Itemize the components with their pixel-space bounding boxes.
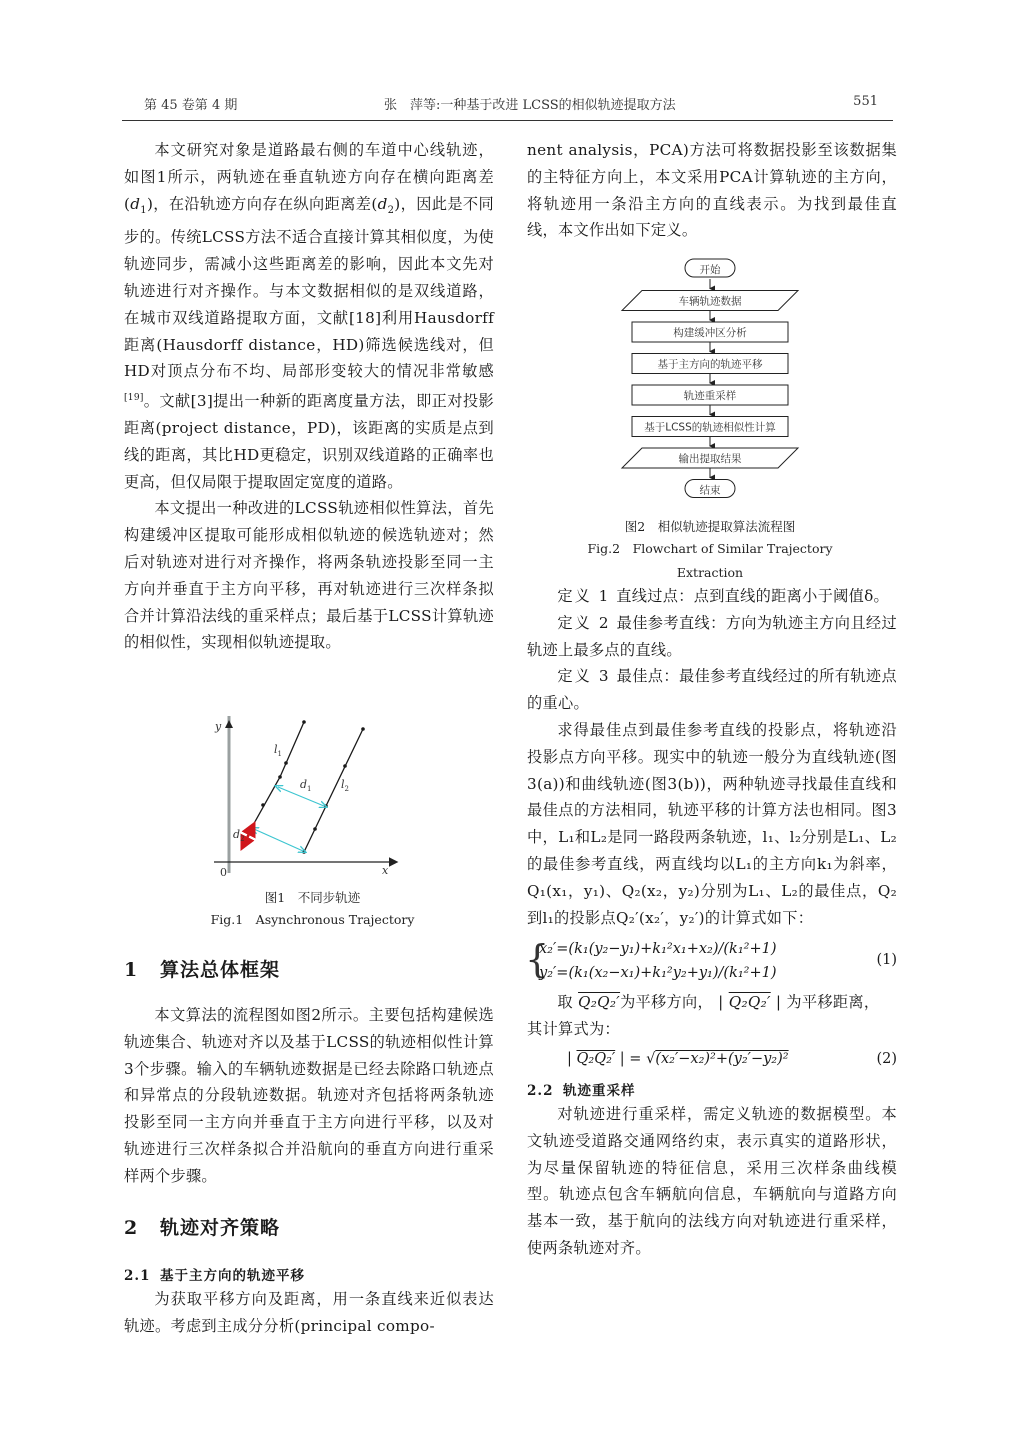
section-number: 2 — [124, 1217, 139, 1239]
subsection-2-2-heading — [527, 1079, 897, 1099]
citation-ref[interactable]: [19] — [124, 393, 144, 404]
subsection-title: 轨迹重采样 — [563, 1082, 636, 1099]
paragraph-pca: nent analysis，PCA)方法可将数据投影至该数据集的主特征方向上，本文采用PCA计算轨迹的主方向，将轨迹用一条沿主方向的直线表示。为找到最佳直线，本文作出如下定义。 — [527, 141, 897, 240]
text-run: )，在沿轨迹方向存在纵向距离差( — [146, 194, 378, 213]
d1-arrow-lower — [254, 829, 303, 851]
trajectory-point — [343, 764, 347, 768]
trajectory-point — [284, 761, 288, 765]
flowchart-node-label: 基于主方向的轨迹平移 — [657, 358, 763, 371]
flowchart-node-label: 构建缓冲区分析 — [673, 327, 747, 339]
trajectory-l2 — [304, 729, 363, 852]
journal-issue: 第 45 卷第 4 期 — [144, 98, 238, 113]
vector-q2q2: Q₂Q₂′ — [578, 993, 621, 1012]
section-number: 1 — [124, 959, 139, 981]
abs-bar: | — [770, 993, 787, 1012]
equation-1-line-1: x₂′=(k₁(y₂−y₁)+k₁²x₁+x₂)/(k₁²+1) — [539, 941, 777, 958]
label-d1: $d_1$ — [300, 778, 312, 793]
flowchart-node-label: 基于LCSS的轨迹相似性计算 — [644, 421, 776, 434]
figure-1 — [200, 708, 425, 933]
right-column — [527, 137, 897, 244]
equation-2-rhs: (x₂′−x₂)²+(y₂′−y₂)² — [655, 1050, 789, 1067]
definition-text: 直线过点：点到直线的距离小于阈值δ。 — [616, 587, 889, 605]
abs-bar: | — [713, 993, 729, 1012]
paragraph-vector — [527, 989, 897, 1043]
definitions-list — [527, 583, 897, 717]
paragraph-projection — [527, 717, 897, 931]
symbol-d2: d — [377, 194, 388, 213]
definition-1 — [527, 583, 897, 610]
section-title: 算法总体框架 — [160, 959, 281, 981]
figure-2-caption-en: Fig.2 Flowchart of Similar Trajectory Extraction — [587, 541, 833, 580]
definition-3 — [527, 663, 897, 717]
text-run: 本文研究对象是道路最右侧的车道中心线轨迹，如图1所示，两轨迹在垂直轨迹方向存在横向距离差( — [124, 141, 494, 213]
d2-arrow — [244, 828, 252, 844]
section-2 — [124, 1213, 494, 1340]
figure-1-plot — [200, 708, 425, 878]
equation-2-number: (2) — [876, 1050, 897, 1067]
flowchart-node-label: 开始 — [699, 264, 721, 276]
label-l1: $l_1$ — [274, 743, 282, 758]
subsection-title: 基于主方向的轨迹平移 — [160, 1268, 305, 1284]
section-2-heading — [124, 1213, 494, 1240]
paragraph-framework: 本文算法的流程图如图2所示。主要包括构建候选轨迹集合、轨迹对齐以及基于LCSS的轨迹相似性计算3个步骤。输入的车辆轨迹数据是已经去除路口轨迹点和异常点的分段轨迹数据。轨迹对齐包括将两条轨迹投影至同一主方向并垂直于主方向进行平移，以及对轨迹进行三次样条拟合并沿航向的垂直方向进行重采样两个步骤。 — [124, 1006, 494, 1185]
equation-1-number: (1) — [876, 952, 897, 969]
subsection-number: 2.2 — [527, 1082, 554, 1099]
figure-2-flowchart — [560, 255, 860, 505]
y-axis-arrow-icon — [225, 720, 233, 728]
vector-q2q2: Q₂Q₂′ — [728, 993, 771, 1012]
text-run: 为平移距离， — [786, 993, 880, 1012]
trajectory-point — [324, 804, 328, 808]
equation-1 — [527, 935, 897, 987]
flowchart-node-label: 车辆轨迹数据 — [678, 295, 742, 308]
figure-2 — [560, 255, 860, 580]
definition-text: 最佳点：最佳参考直线经过的所有轨迹点的重心。 — [527, 667, 897, 713]
header-rule — [122, 120, 893, 121]
trajectory-l1 — [252, 722, 304, 827]
section-1 — [124, 955, 494, 1190]
paragraph-proposal: 本文提出一种改进的LCSS轨迹相似性算法，首先构建缓冲区提取可能形成相似轨迹的候选轨迹对；然后对轨迹对进行对齐操作，将两条轨迹投影至同一主方向并垂直于主方向平移，再对轨迹进行三次样条拟合并计算沿法线的重采样点；最后基于LCSS计算轨迹的相似性，实现相似轨迹提取。 — [124, 499, 494, 652]
trajectory-point — [261, 803, 265, 807]
y-axis-label: y — [215, 720, 222, 733]
trajectory-point — [302, 720, 306, 724]
x-axis-label: x — [382, 864, 389, 877]
figure-1-caption-en: Fig.1 Asynchronous Trajectory — [210, 912, 415, 927]
text-run: 其计算式为： — [527, 1020, 620, 1039]
symbol-d1: d — [130, 194, 141, 213]
subsection-number: 2.1 — [124, 1268, 151, 1284]
equation-2-lhs: | Q₂Q₂′ | = √(x₂′−x₂)²+(y₂′−y₂)² — [567, 1050, 789, 1067]
text-run: 为平移方向， — [620, 993, 713, 1012]
section-1-heading — [124, 955, 494, 982]
text-run: 求得最佳点到最佳参考直线的投影点，将轨迹沿投影点方向平移。现实中的轨迹一般分为直线轨迹(图3(a))和曲线轨迹(图3(b))，两种轨迹寻找最佳直线和最佳点的方法相同，轨迹平移的计算方法也相同。图3中， — [527, 720, 897, 847]
brace-icon: { — [525, 937, 550, 982]
running-title: 张 萍等:一种基于改进 LCSS的相似轨迹提取方法 — [384, 98, 676, 113]
equation-2 — [527, 1045, 897, 1075]
text-run: 。文献[3]提出一种新的距离度量方法，即正对投影距离(project distance，PD)，该距离的实质是点到线的距离，其比HD更稳定，识别双线道路的正确率也更高，但仅局限于提取固定宽度的道路。 — [124, 392, 494, 491]
label-l2: $l_2$ — [341, 778, 349, 793]
paragraph-resampling: 对轨迹进行重采样，需定义轨迹的数据模型。本文轨迹受道路交通网络约束，表示真实的道路形状，为尽量保留轨迹的特征信息，采用三次样条曲线模型。轨迹点包含车辆航向信息，车辆航向与道路方向基本一致，基于航向的法线方向对轨迹进行重采样，使两条轨迹对齐。 — [527, 1104, 897, 1257]
text-run: L₁和L₂是同一路段两条轨迹，l₁、l₂分别是L₁、L₂的最佳参考直线，两直线均以L₁的主方向k₁为斜率，Q₁(x₁，y₁)、Q₂(x₂，y₂)分别为L₁、L₂的最佳点，Q₂到l₁的投影点Q₂′(x₂′，y₂′)的计算式如下： — [527, 828, 897, 927]
right-column-body — [527, 583, 897, 1262]
figure-2-caption-cn: 图2 相似轨迹提取算法流程图 — [624, 519, 796, 534]
text-run: 取 — [557, 993, 573, 1012]
definition-label: 定义 2 — [557, 613, 611, 632]
paragraph-intro — [124, 137, 494, 495]
definition-label: 定义 3 — [557, 667, 611, 686]
definition-text: 最佳参考直线：方向为轨迹主方向且经过轨迹上最多点的直线。 — [527, 613, 897, 659]
trajectory-point — [361, 727, 365, 731]
section-title: 轨迹对齐策略 — [160, 1217, 281, 1239]
origin-label: 0 — [220, 866, 227, 878]
paragraph-translation: 为获取平移方向及距离，用一条直线来近似表达轨迹。考虑到主成分分析(principal compo- — [124, 1290, 494, 1335]
label-d2: $d_2$ — [233, 828, 245, 843]
subscript: 2 — [387, 204, 395, 216]
definition-label: 定义 1 — [557, 587, 611, 605]
subscript: 1 — [140, 204, 147, 216]
left-column — [124, 137, 494, 656]
running-header — [122, 92, 892, 116]
trajectory-point — [313, 827, 317, 831]
text-run: )，因此是不同步的。传统LCSS方法不适合直接计算其相似度，为使轨迹同步，需减小这些距离差的影响，因此本文先对轨迹进行对齐操作。与本文数据相似的是双线道路，在城市双线道路提取方面，文献[18]利用Hausdorff距离(Hausdorff distance，HD)筛选候选线对，但HD对顶点分布不均、局部形变较大的情况非常敏感 — [124, 194, 494, 381]
flowchart-node-label: 输出提取结果 — [678, 453, 742, 465]
page-number: 551 — [853, 94, 878, 109]
flowchart-node-label: 轨迹重采样 — [683, 390, 737, 402]
subsection-2-1-heading — [124, 1264, 494, 1284]
vector-q2q2: Q₂Q₂′ — [576, 1050, 616, 1067]
definition-2 — [527, 610, 897, 664]
trajectory-point — [278, 775, 282, 779]
figure-1-caption-cn: 图1 不同步轨迹 — [264, 890, 361, 905]
flowchart-node-label: 结束 — [699, 484, 721, 497]
equation-1-line-2: y₂′=(k₁(x₂−x₁)+k₁²y₂+y₁)/(k₁²+1) — [539, 965, 777, 982]
